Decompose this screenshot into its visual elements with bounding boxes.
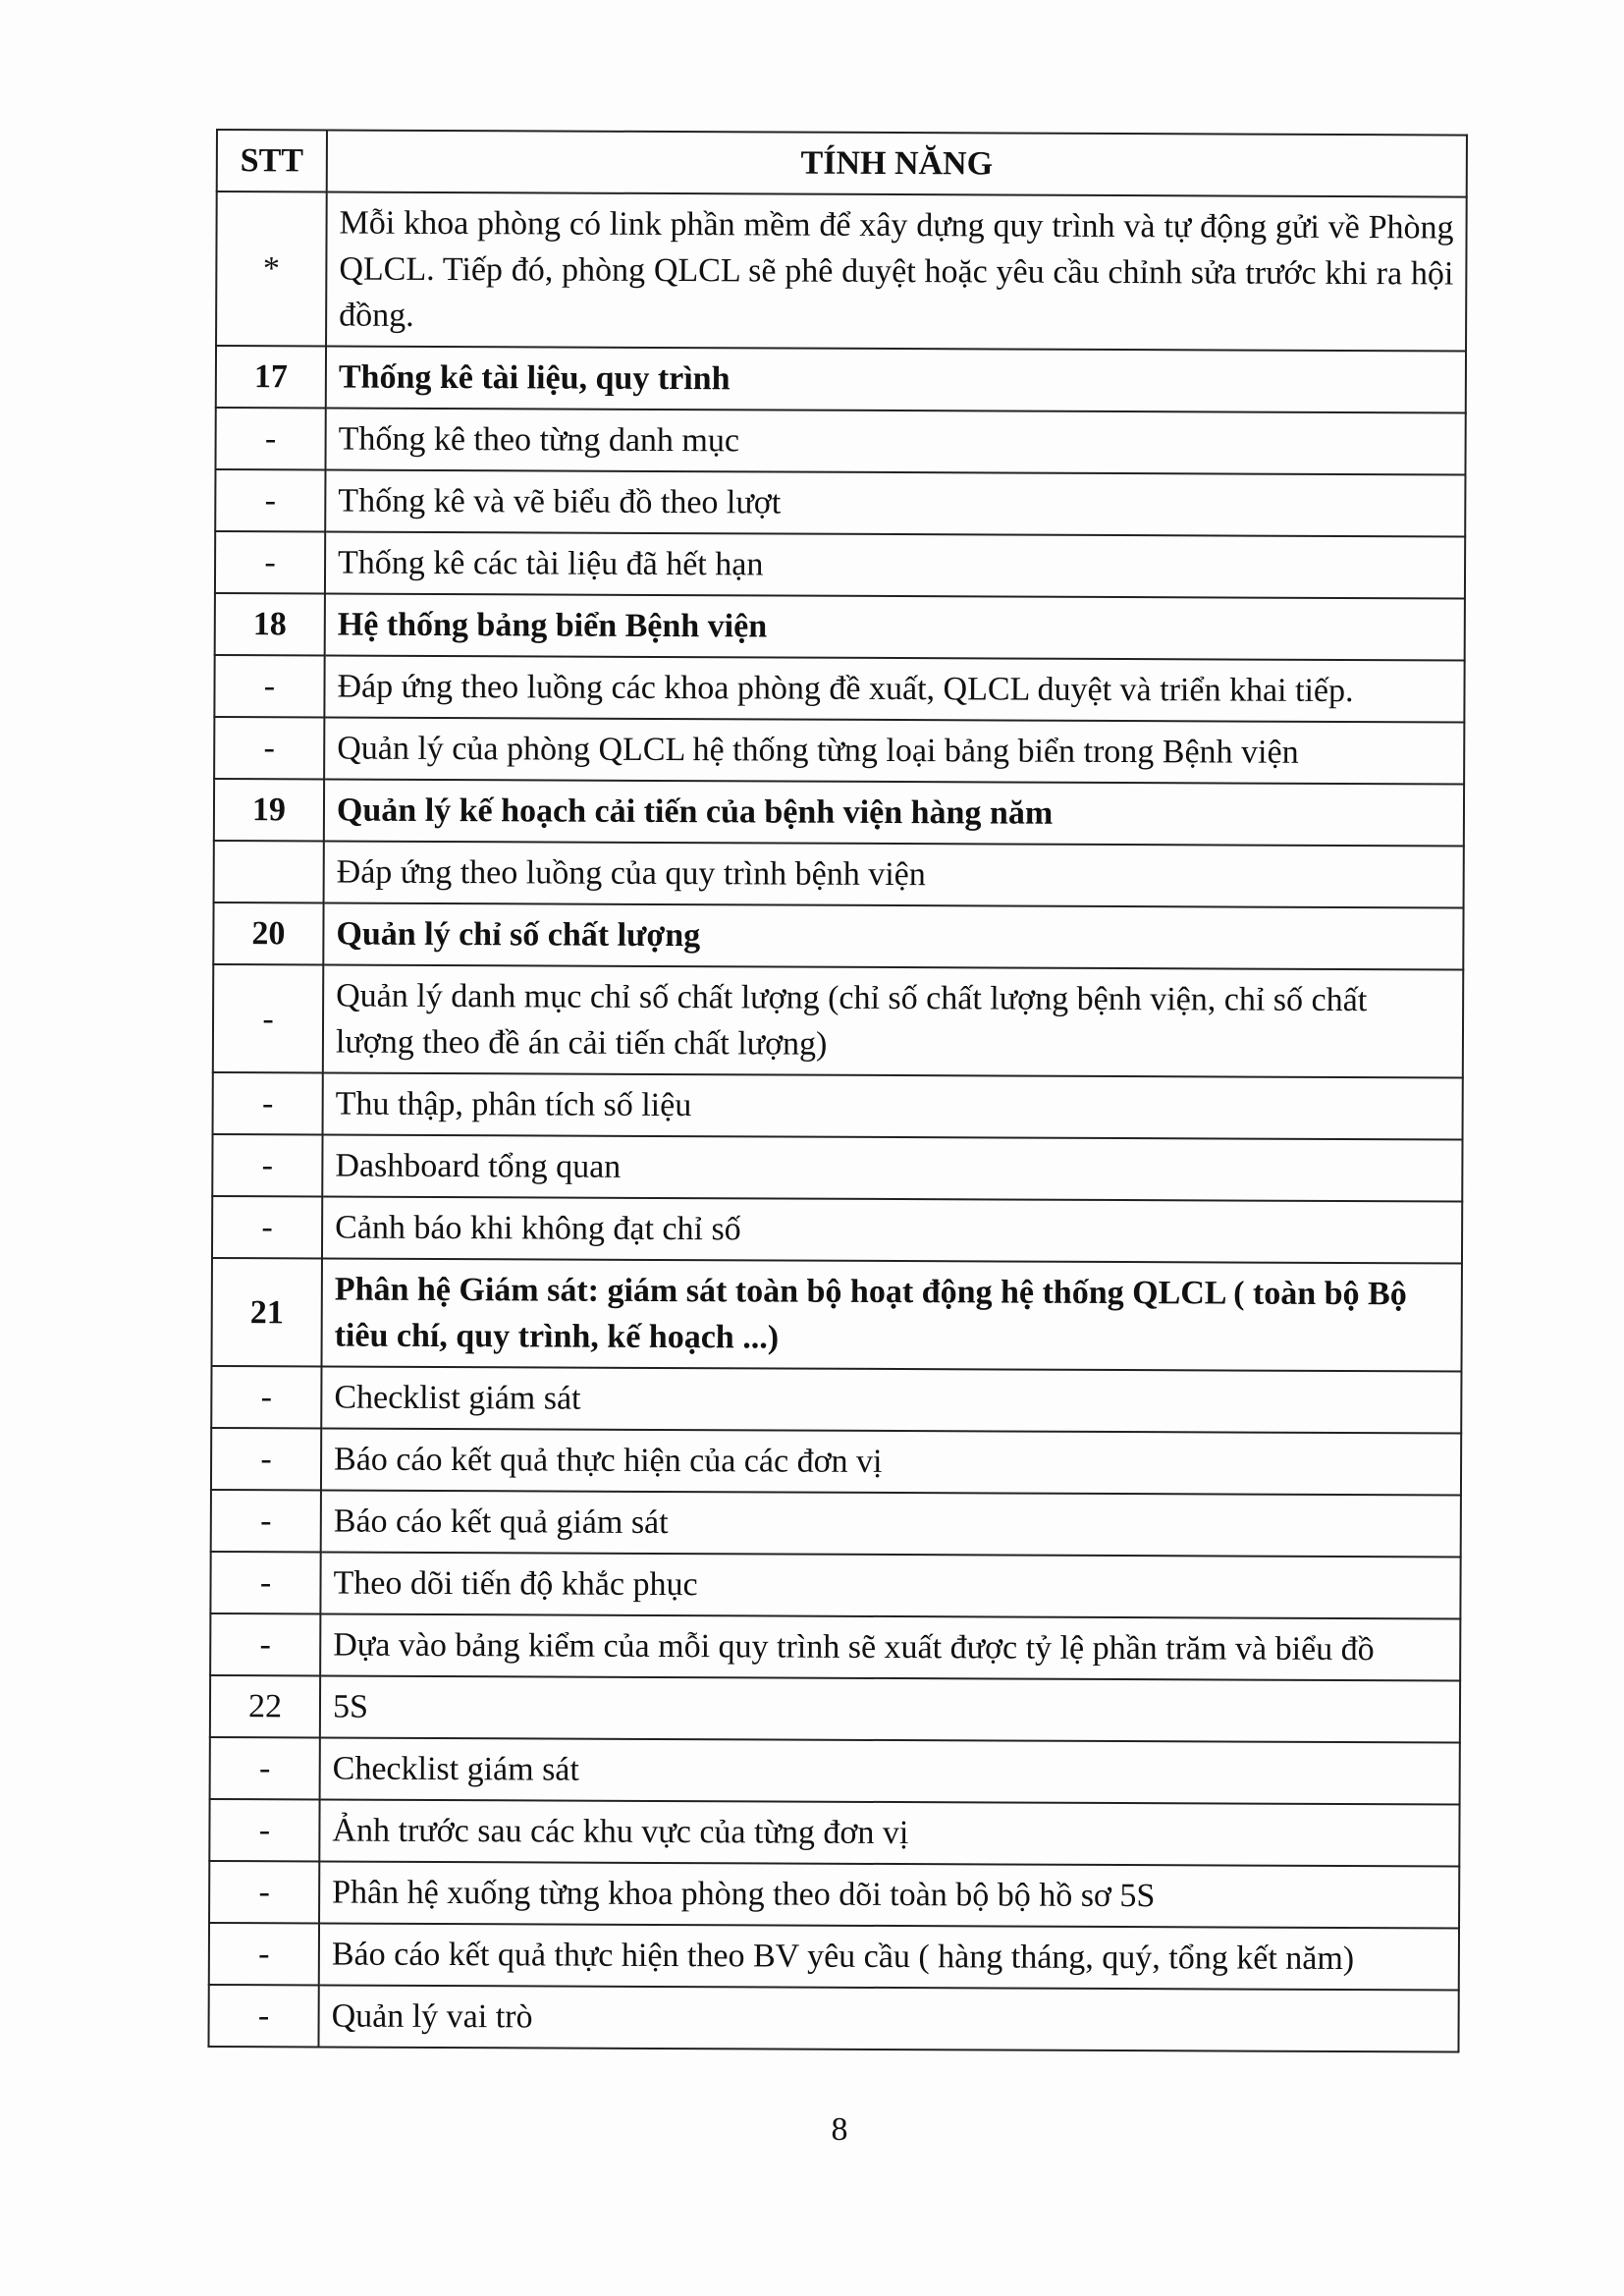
stt-cell: 19 [214,779,324,841]
stt-cell: 18 [215,593,325,655]
page-number: 8 [831,2111,848,2148]
table-row [211,1366,1461,1434]
feature-cell: Báo cáo kết quả giám sát [321,1490,1461,1557]
stt-cell: - [211,1428,321,1490]
table-row [210,1737,1460,1805]
table-row [210,1552,1460,1619]
stt-cell: - [209,1799,319,1861]
stt-cell: 22 [210,1675,320,1737]
stt-cell: - [212,1134,322,1196]
section-row [213,902,1463,970]
feature-cell: Checklist giám sát [321,1366,1461,1433]
feature-cell: Quản lý vai trò [318,1985,1458,2051]
feature-cell: Thu thập, phân tích số liệu [323,1072,1463,1139]
table-row [211,1428,1461,1496]
stt-cell: - [212,1196,322,1258]
feature-cell: Dựa vào bảng kiểm của mỗi quy trình sẽ xuất được tỷ lệ phần trăm và biểu đồ [320,1613,1460,1680]
stt-cell: - [211,1366,321,1428]
table-header-row [217,130,1467,197]
feature-cell: Thống kê các tài liệu đã hết hạn [325,531,1465,598]
stt-cell: - [208,1985,318,2047]
table-row [215,531,1465,599]
table-row [212,1196,1462,1264]
stt-cell: 20 [213,902,323,964]
table-row [215,469,1465,537]
table-row [212,1134,1462,1202]
feature-cell: Hệ thống bảng biển Bệnh viện [325,593,1465,660]
features-table [207,129,1468,2053]
stt-cell: - [210,1737,320,1799]
feature-cell: Dashboard tổng quan [322,1134,1462,1201]
stt-cell: - [210,1613,320,1675]
stt-cell: - [215,469,325,531]
feature-cell: Báo cáo kết quả thực hiện của các đơn vị [321,1428,1461,1495]
stt-cell [214,841,324,902]
feature-cell: Báo cáo kết quả thực hiện theo BV yêu cầu ( hàng tháng, quý, tổng kết năm) [319,1923,1459,1990]
stt-cell: - [214,655,324,717]
header-stt: STT [217,130,327,191]
table-row [209,1923,1459,1991]
stt-cell: - [215,408,325,469]
stt-cell: - [211,1490,321,1552]
stt-cell: 17 [216,346,326,408]
stt-cell: - [213,1072,323,1134]
stt-cell: - [213,964,323,1072]
feature-cell: Quản lý kế hoạch cải tiến của bệnh viện hàng năm [324,779,1464,846]
section-row [215,593,1465,661]
table-row [209,1799,1459,1867]
feature-cell: Thống kê và vẽ biểu đồ theo lượt [325,469,1465,536]
table-row [213,1072,1463,1140]
table-row [210,1613,1460,1681]
feature-cell: Thống kê theo từng danh mục [325,408,1465,474]
section-row [214,779,1464,847]
table-row [213,964,1463,1078]
section-row [216,346,1466,413]
feature-cell: Cảnh báo khi không đạt chỉ số [322,1196,1462,1263]
table-row [214,655,1464,723]
stt-cell: - [210,1552,320,1613]
feature-cell: 5S [320,1675,1460,1742]
table-row [214,841,1464,908]
stt-cell: - [214,717,324,779]
feature-cell: Đáp ứng theo luồng của quy trình bệnh viện [324,841,1464,907]
feature-cell: Phân hệ Giám sát: giám sát toàn bộ hoạt động hệ thống QLCL ( toàn bộ Bộ tiêu chí, quy trình, kế hoạch ...) [322,1258,1462,1371]
feature-cell: Quản lý của phòng QLCL hệ thống từng loại bảng biển trong Bệnh viện [324,717,1464,784]
table-row [211,1490,1461,1558]
stt-cell: - [209,1861,319,1923]
table-row [209,1861,1459,1929]
table-row [215,408,1465,475]
feature-cell: Quản lý chỉ số chất lượng [323,902,1463,969]
feature-cell: Ảnh trước sau các khu vực của từng đơn vị [319,1799,1459,1866]
stt-cell: * [216,191,327,346]
feature-cell: Quản lý danh mục chỉ số chất lượng (chỉ số chất lượng bệnh viện, chỉ số chất lượng theo đề án cải tiến chất lượng) [323,964,1463,1077]
table-row [208,1985,1458,2052]
table-row [216,191,1467,352]
feature-cell: Thống kê tài liệu, quy trình [326,346,1466,412]
feature-cell: Đáp ứng theo luồng các khoa phòng đề xuất, QLCL duyệt và triển khai tiếp. [324,655,1464,722]
stt-cell: 21 [212,1258,322,1366]
feature-cell: Checklist giám sát [320,1737,1460,1804]
feature-cell: Theo dõi tiến độ khắc phục [320,1552,1460,1618]
section-row [212,1258,1462,1372]
table-row [214,717,1464,785]
stt-cell: - [215,531,325,593]
header-feature: TÍNH NĂNG [327,130,1467,196]
table-row [210,1675,1460,1743]
feature-cell: Mỗi khoa phòng có link phần mềm để xây dựng quy trình và tự động gửi về Phòng QLCL. Tiếp đó, phòng QLCL sẽ phê duyệt hoặc yêu cầu chỉnh sửa trước khi ra hội đồng. [326,191,1467,351]
stt-cell: - [209,1923,319,1985]
feature-cell: Phân hệ xuống từng khoa phòng theo dõi toàn bộ bộ hồ sơ 5S [319,1861,1459,1928]
